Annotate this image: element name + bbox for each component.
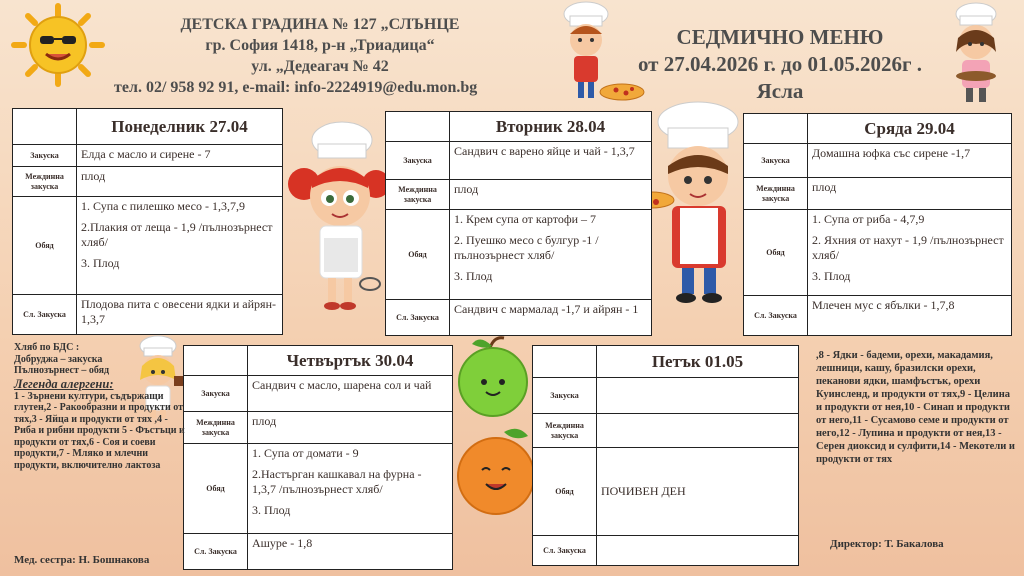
lunch-item: 1. Крем супа от картофи – 7: [454, 212, 597, 226]
afternoon-value: Млечен мус с ябълки - 1,7,8: [808, 296, 1012, 336]
school-contacts: тел. 02/ 958 92 91, e-mail: info-2224919@edu.mon.bg: [114, 79, 478, 96]
breakfast-label: Закуска: [184, 376, 248, 412]
afternoon-value: Плодова пита с овесени ядки и айрян- 1,3,7: [77, 295, 283, 335]
breakfast-label: Закуска: [744, 144, 808, 178]
menu-period: от 27.04.2026 г. до 01.05.2026г .: [637, 52, 923, 76]
lunch-item: 2.Плакия от леща - 1,9 /пълнозърнест хляб/: [81, 220, 273, 249]
orange-icon: [452, 420, 542, 518]
breakfast-label: Закуска: [533, 378, 597, 414]
allergen-legend-continued: ,8 - Ядки - бадеми, орехи, макадамия, лешници, кашу, бразилски орехи, пеканови ядки, шамфъстък, орехи Куинсленд, и продукти от тях,9 - Целина и продукти от нея,10 - Синап и продукти от него,11 - Сусамово семе и продукти от него,12 - Лупина и продукти от нея,13 - Серен диоксид и сулфити,14 - Мекотели и продукти от тях: [816, 350, 1015, 465]
snack-value: плод: [808, 178, 1012, 210]
snack-value: [597, 414, 799, 448]
lunch-item: 2. Яхния от нахут - 1,9 /пълнозърнест хляб/: [812, 233, 1004, 262]
afternoon-value: Ашуре - 1,8: [248, 534, 453, 570]
snack-value: плод: [248, 412, 453, 444]
apple-icon: [450, 334, 536, 420]
lunch-label: Обяд: [386, 210, 450, 300]
lunch-value: [248, 444, 453, 534]
day-title: Вторник 28.04: [450, 112, 652, 142]
afternoon-label: Сл. Закуска: [744, 296, 808, 336]
lunch-label: Обяд: [13, 197, 77, 295]
lunch-item: 2.Настърган кашкавал на фурна - 1,3,7 /пълнозърнест хляб/: [252, 467, 422, 496]
menu-header: [600, 24, 960, 105]
bread-note: Добруджа – закуска: [14, 353, 103, 365]
snack-label: Междинна закуска: [386, 180, 450, 210]
lunch-item: 1. Супа от домати - 9: [252, 446, 359, 460]
school-city: гр. София 1418, р-н „Триадица“: [205, 37, 435, 54]
chef-boy-icon: [552, 0, 648, 106]
lunch-item: 1. Супа от риба - 4,7,9: [812, 212, 925, 226]
afternoon-value: [597, 536, 799, 566]
day-title: Петък 01.05: [597, 346, 799, 378]
lunch-item: 3. Плод: [81, 256, 120, 270]
afternoon-value: Сандвич с мармалад -1,7 и айрян - 1: [450, 300, 652, 336]
bread-and-allergens-notes: [14, 342, 190, 471]
afternoon-label: Сл. Закуска: [184, 534, 248, 570]
bread-note: Хляб по БДС :: [14, 342, 80, 353]
lunch-item: 1. Супа с пилешко месо - 1,3,7,9: [81, 199, 245, 213]
lunch-value: [808, 210, 1012, 296]
bread-note: Пълнозърнест – обяд: [14, 365, 110, 376]
menu-group: Ясла: [756, 79, 804, 103]
holiday-note: ПОЧИВЕН ДЕН: [601, 484, 686, 498]
lunch-item: 3. Плод: [252, 503, 291, 517]
breakfast-value: Домашна юфка със сирене -1,7: [808, 144, 1012, 178]
chef-girl-icon: [938, 2, 1018, 106]
menu-title: СЕДМИЧНО МЕНЮ: [676, 25, 884, 49]
snack-label: Междинна закуска: [533, 414, 597, 448]
lunch-label: Обяд: [744, 210, 808, 296]
allergen-legend-text: 1 - Зърнени култури, съдържащи глутен,2 - Ракообразни и продукти от тях,3 - Яйца и продукти от тях ,4 - Риба и рибни продукти 5 - Фъстъци и продукти от тях,6 - Соя и соеви продукти,7 - Мляко и млечни продукти, включително лактоза: [14, 390, 185, 471]
snack-label: Междинна закуска: [13, 167, 77, 197]
lunch-label: Обяд: [533, 448, 597, 536]
afternoon-label: Сл. Закуска: [13, 295, 77, 335]
breakfast-label: Закуска: [386, 142, 450, 180]
afternoon-label: Сл. Закуска: [386, 300, 450, 336]
breakfast-value: Сандвич с масло, шарена сол и чай: [248, 376, 453, 412]
sun-icon: [4, 2, 112, 88]
day-table-friday: [532, 345, 799, 566]
lunch-item: 3. Плод: [812, 269, 851, 283]
director-signature: Директор: Т. Бакалова: [830, 538, 944, 550]
day-title: Сряда 29.04: [808, 114, 1012, 144]
breakfast-label: Закуска: [13, 145, 77, 167]
snack-label: Междинна закуска: [744, 178, 808, 210]
breakfast-value: [597, 378, 799, 414]
snack-label: Междинна закуска: [184, 412, 248, 444]
school-street: ул. „Дедеагач № 42: [251, 58, 389, 75]
afternoon-label: Сл. Закуска: [533, 536, 597, 566]
day-table-wednesday: [743, 113, 1012, 336]
school-header: [110, 14, 530, 98]
snack-value: плод: [77, 167, 283, 197]
lunch-item: 2. Пуешко месо с булгур -1 /пълнозърнест хляб/: [454, 233, 599, 262]
nurse-signature: Мед. сестра: Н. Бошнакова: [14, 554, 150, 566]
snack-value: плод: [450, 180, 652, 210]
lunch-label: Обяд: [184, 444, 248, 534]
day-table-thursday: [183, 345, 453, 570]
breakfast-value: Елда с масло и сирене - 7: [77, 145, 283, 167]
chef-redhead-girl-icon: [284, 118, 388, 314]
day-table-tuesday: [385, 111, 652, 336]
breakfast-value: Сандвич с варено яйце и чай - 1,3,7: [450, 142, 652, 180]
lunch-value: [597, 448, 799, 536]
lunch-item: 3. Плод: [454, 269, 493, 283]
day-title: Понеделник 27.04: [77, 109, 283, 145]
day-table-monday: [12, 108, 283, 335]
lunch-value: [77, 197, 283, 295]
day-title: Четвъртък 30.04: [248, 346, 453, 376]
allergen-legend-title: Легенда алергени:: [14, 376, 114, 391]
lunch-value: [450, 210, 652, 300]
school-name: ДЕТСКА ГРАДИНА № 127 „СЛЪНЦЕ: [180, 16, 460, 33]
